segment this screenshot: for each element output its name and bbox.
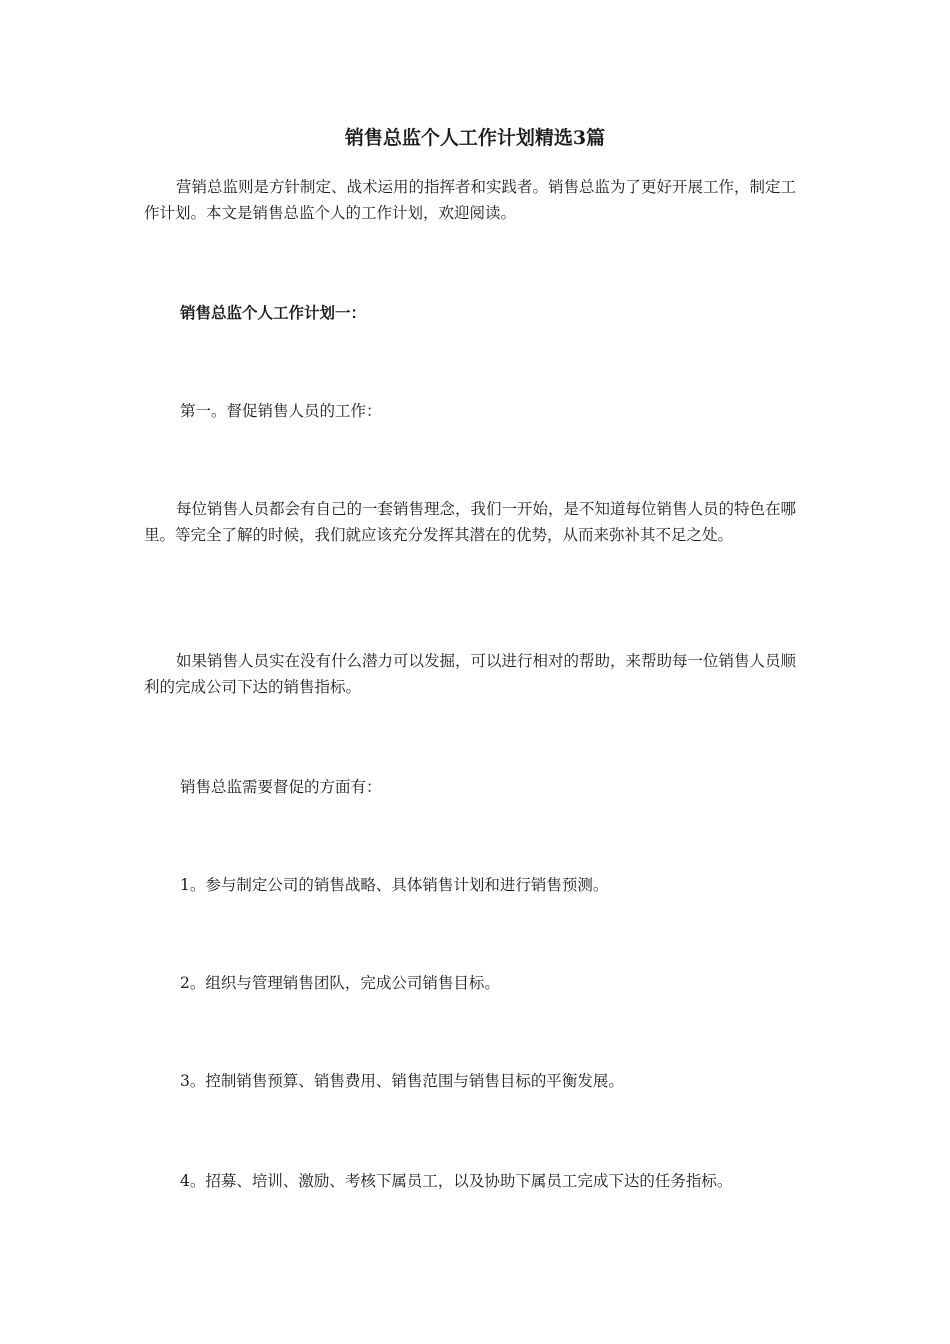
body-paragraph-1: 每位销售人员都会有自己的一套销售理念，我们一开始，是不知道每位销售人员的特色在哪里。等完全了解的时候，我们就应该充分发挥其潜在的优势，从而来弥补其不足之处。	[144, 500, 797, 544]
intro-paragraph: 营销总监则是方针制定、战术运用的指挥者和实践者。销售总监为了更好开展工作，制定工作计划。本文是销售总监个人的工作计划，欢迎阅读。	[144, 178, 797, 222]
document-title: 销售总监个人工作计划精选3篇	[344, 127, 606, 149]
aspects-intro: 销售总监需要督促的方面有：	[180, 778, 382, 796]
list-item-2: 2。组织与管理销售团队，完成公司销售目标。	[180, 974, 500, 992]
list-item-4: 4。招募、培训、激励、考核下属员工，以及协助下属员工完成下达的任务指标。	[180, 1172, 733, 1190]
list-item-3: 3。控制销售预算、销售费用、销售范围与销售目标的平衡发展。	[180, 1072, 624, 1090]
list-item-1: 1。参与制定公司的销售战略、具体销售计划和进行销售预测。	[180, 876, 609, 894]
section-heading: 销售总监个人工作计划一：	[180, 303, 367, 322]
point-one-heading: 第一。督促销售人员的工作：	[180, 402, 382, 420]
body-paragraph-2: 如果销售人员实在没有什么潜力可以发掘，可以进行相对的帮助，来帮助每一位销售人员顺利的完成公司下达的销售指标。	[144, 652, 797, 696]
